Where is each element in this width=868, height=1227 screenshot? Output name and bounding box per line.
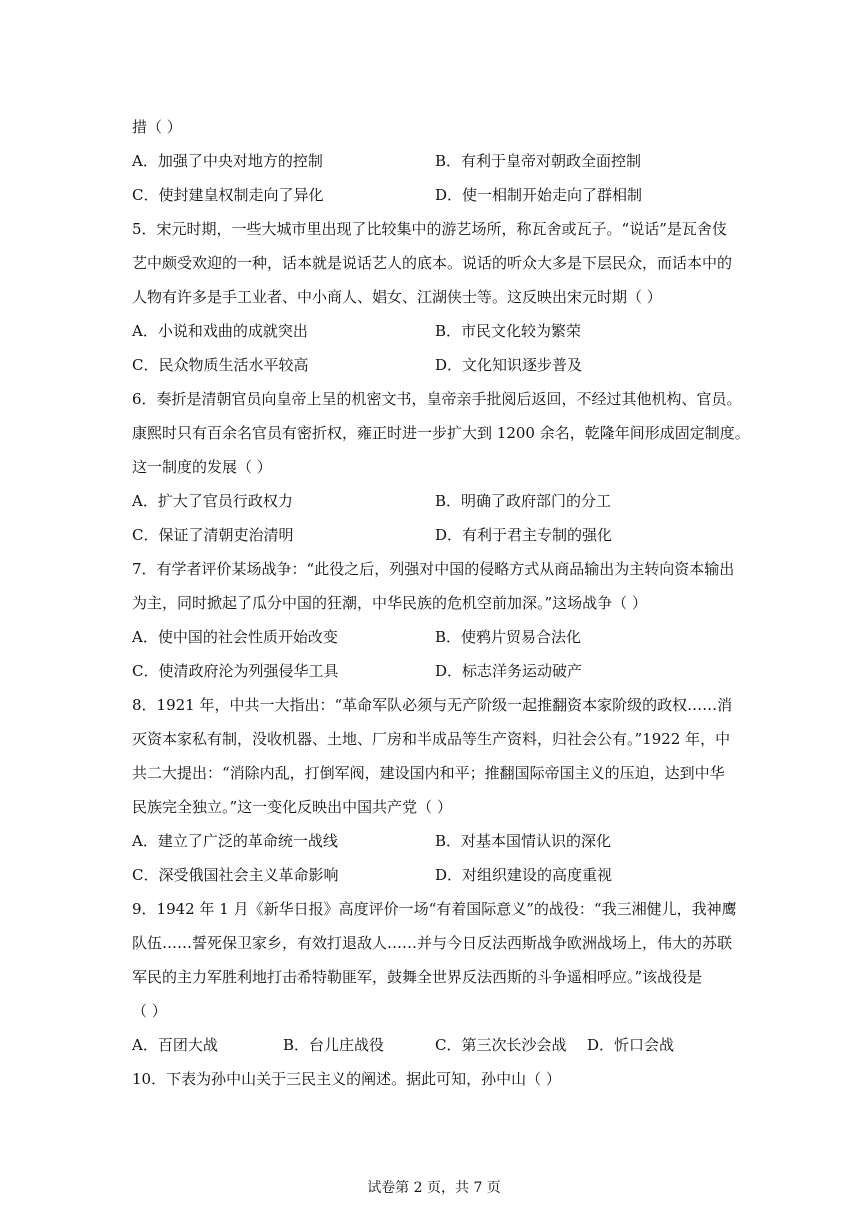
question-4-option-a: A．加强了中央对地方的控制 <box>132 152 323 170</box>
question-5-option-b: B．市民文化较为繁荣 <box>435 322 582 340</box>
question-7 <box>132 552 752 688</box>
question-6-option-a: A．扩大了官员行政权力 <box>132 492 293 510</box>
question-10-stem-line: 10．下表为孙中山关于三民主义的阐述。据此可知，孙中山（ ） <box>132 1070 561 1088</box>
question-4-option-d: D．使一相制开始走向了群相制 <box>435 186 643 204</box>
question-8-stem-line: 民族完全独立。”这一变化反映出中国共产党（ ） <box>132 798 452 816</box>
question-9 <box>132 892 752 1062</box>
question-5-stem-line: 人物有许多是手工业者、中小商人、娼女、江湖侠士等。这反映出宋元时期（ ） <box>132 288 662 306</box>
question-6-option-c: C．保证了清朝吏治清明 <box>132 526 294 544</box>
question-8-options-row-1 <box>132 824 752 858</box>
question-5-option-d: D．文化知识逐步普及 <box>435 356 583 374</box>
question-6-stem-line: 这一制度的发展（ ） <box>132 458 272 476</box>
question-4-options-row-2 <box>132 178 752 212</box>
question-7-option-c: C．使清政府沦为列强侵华工具 <box>132 662 339 680</box>
question-5-options-row-1 <box>132 314 752 348</box>
question-8-option-a: A．建立了广泛的革命统一战线 <box>132 832 338 850</box>
question-6-options-row-2 <box>132 518 752 552</box>
question-8-option-c: C．深受俄国社会主义革命影响 <box>132 866 339 884</box>
question-9-stem-line: 9．1942 年 1 月《新华日报》高度评价一场“有着国际意义”的战役：“我三湘健儿，我神鹰 <box>132 900 737 918</box>
question-9-option-c: C．第三次长沙会战 <box>435 1036 567 1054</box>
question-9-option-d: D．忻口会战 <box>587 1036 675 1054</box>
question-9-stem-line: 队伍……誓死保卫家乡，有效打退敌人……并与今日反法西斯战争欧洲战场上，伟大的苏联 <box>132 934 733 952</box>
question-9-option-b: B．台儿庄战役 <box>283 1036 385 1054</box>
question-7-option-a: A．使中国的社会性质开始改变 <box>132 628 338 646</box>
question-8-stem-line: 灭资本家私有制，没收机器、土地、厂房和半成品等生产资料，归社会公有。”1922 年，中 <box>132 730 731 748</box>
question-7-option-d: D．标志洋务运动破产 <box>435 662 583 680</box>
question-7-options-row-2 <box>132 654 752 688</box>
question-5-stem-line: 艺中颇受欢迎的一种，话本就是说话艺人的底本。说话的听众大多是下层民众，而话本中的 <box>132 254 733 272</box>
question-6-stem-line: 康熙时只有百余名官员有密折权，雍正时进一步扩大到 1200 余名，乾隆年间形成固定制度。 <box>132 424 750 442</box>
question-5-options-row-2 <box>132 348 752 382</box>
question-4-stem-end: 措（ ） <box>132 118 182 136</box>
question-8-option-d: D．对组织建设的高度重视 <box>435 866 613 884</box>
question-8 <box>132 688 752 892</box>
question-6-options-row-1 <box>132 484 752 518</box>
question-9-stem-line: 军民的主力军胜利地打击希特勒匪军，鼓舞全世界反法西斯的斗争遥相呼应。”该战役是 <box>132 968 703 986</box>
question-8-options-row-2 <box>132 858 752 892</box>
question-6-stem-line: 6．奏折是清朝官员向皇帝上呈的机密文书，皇帝亲手批阅后返回，不经过其他机构、官员。 <box>132 390 742 408</box>
question-8-stem-line: 8．1921 年，中共一大指出：“革命军队必须与无产阶级一起推翻资本家阶级的政权……消 <box>132 696 733 714</box>
question-9-option-a: A．百团大战 <box>132 1036 218 1054</box>
question-5-stem-line: 5．宋元时期，一些大城市里出现了比较集中的游艺场所，称瓦舍或瓦子。“说话”是瓦舍伎 <box>132 220 727 238</box>
question-8-stem-line: 共二大提出：“消除内乱，打倒军阀，建设国内和平；推翻国际帝国主义的压迫，达到中华 <box>132 764 725 782</box>
question-7-option-b: B．使鸦片贸易合法化 <box>435 628 582 646</box>
question-5-option-a: A．小说和戏曲的成就突出 <box>132 322 308 340</box>
question-5-option-c: C．民众物质生活水平较高 <box>132 356 309 374</box>
page-content <box>132 110 752 1096</box>
question-8-option-b: B．对基本国情认识的深化 <box>435 832 612 850</box>
question-4-options-row-1 <box>132 144 752 178</box>
question-9-options-row <box>132 1028 752 1062</box>
question-6-option-d: D．有利于君主专制的强化 <box>435 526 613 544</box>
question-7-stem-line: 为主，同时掀起了瓜分中国的狂潮，中华民族的危机空前加深。”这场战争（ ） <box>132 594 647 612</box>
question-6 <box>132 382 752 552</box>
question-7-stem-line: 7．有学者评价某场战争：“此役之后，列强对中国的侵略方式从商品输出为主转向资本输出 <box>132 560 735 578</box>
question-4-option-b: B．有利于皇帝对朝政全面控制 <box>435 152 642 170</box>
question-10 <box>132 1062 752 1096</box>
question-6-option-b: B．明确了政府部门的分工 <box>435 492 612 510</box>
page-footer: 试卷第 2 页，共 7 页 <box>367 1180 501 1196</box>
question-4-option-c: C．使封建皇权制走向了异化 <box>132 186 324 204</box>
question-5 <box>132 212 752 382</box>
question-7-options-row-1 <box>132 620 752 654</box>
question-9-stem-line: （ ） <box>132 1002 167 1020</box>
